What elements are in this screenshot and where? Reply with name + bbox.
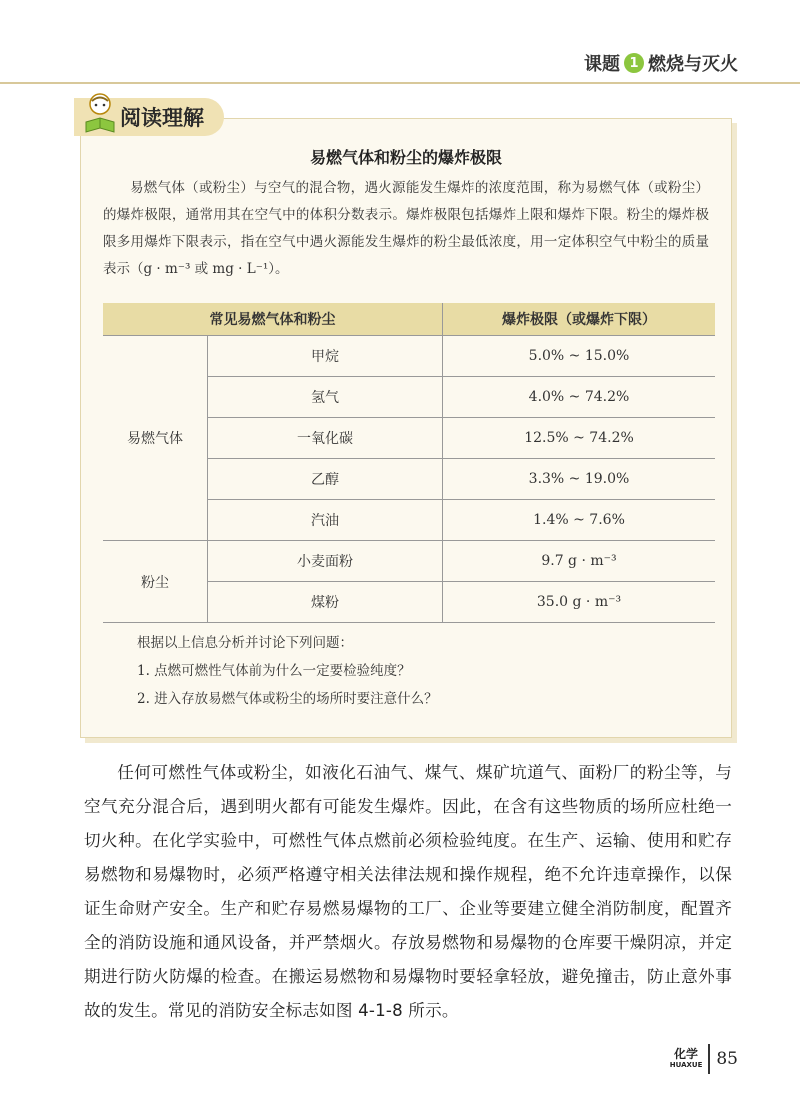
reading-box	[80, 118, 732, 738]
table-substance-cell: 小麦面粉	[208, 541, 443, 582]
chapter-header	[584, 50, 738, 76]
reading-box-title: 易燃气体和粉尘的爆炸极限	[309, 148, 502, 167]
subject-mark	[670, 1048, 703, 1070]
subject-pinyin: HUAXUE	[669, 1061, 703, 1069]
table-substance-cell: 甲烷	[208, 336, 443, 377]
table-limit-cell: 1.4% ~ 7.6%	[443, 500, 716, 541]
table-header-row	[103, 303, 715, 336]
question-item: 2. 进入存放易燃气体或粉尘的场所时要注意什么？	[137, 691, 438, 707]
table-substance-cell: 汽油	[208, 500, 443, 541]
section-badge	[74, 98, 224, 136]
table-category-cell: 易燃气体	[103, 336, 208, 541]
reading-box-paragraph: 易燃气体（或粉尘）与空气的混合物，遇火源能发生爆炸的浓度范围，称为易燃气体（或粉尘）的爆炸极限，通常用其在空气中的体积分数表示。爆炸极限包括爆炸上限和爆炸下限。粉尘的爆炸极限多用爆炸下限表示，指在空气中遇火源能发生爆炸的粉尘最低浓度，用一定体积空气中粉尘的质量表示（g · m⁻³ 或 mg · L⁻¹）。	[103, 180, 709, 277]
chapter-number-badge: 1	[624, 53, 644, 73]
table-substance-cell: 煤粉	[208, 582, 443, 623]
chapter-prefix: 课题	[584, 54, 620, 75]
table-row	[103, 336, 715, 377]
chapter-title: 燃烧与灭火	[648, 54, 738, 75]
questions-lead: 根据以上信息分析并讨论下列问题：	[137, 635, 353, 651]
table-category-cell: 粉尘	[103, 541, 208, 623]
table-row	[103, 541, 715, 582]
body-paragraph: 任何可燃性气体或粉尘，如液化石油气、煤气、煤矿坑道气、面粉厂的粉尘等，与空气充分混合后，遇到明火都有可能发生爆炸。因此，在含有这些物质的场所应杜绝一切火种。在化学实验中，可燃性气体点燃前必须检验纯度。在生产、运输、使用和贮存易燃物和易爆物时，必须严格遵守相关法律法规和操作规程，绝不允许违章操作，以保证生命财产安全。生产和贮存易燃易爆物的工厂、企业等要建立健全消防制度，配置齐全的消防设施和通风设备，并严禁烟火。存放易燃物和易爆物的仓库要干燥阴凉，并定期进行防火防爆的检查。在搬运易燃物和易爆物时要轻拿轻放，避免撞击，防止意外事故的发生。常见的消防安全标志如图 4-1-8 所示。	[84, 763, 732, 1020]
page-footer	[670, 1044, 738, 1074]
section-badge-label: 阅读理解	[120, 106, 204, 130]
table-substance-cell: 乙醇	[208, 459, 443, 500]
table-limit-cell: 3.3% ~ 19.0%	[443, 459, 716, 500]
table-substance-cell: 一氧化碳	[208, 418, 443, 459]
explosion-limits-table	[103, 303, 715, 623]
table-limit-cell: 35.0 g · m⁻³	[443, 582, 716, 623]
table-limit-cell: 5.0% ~ 15.0%	[443, 336, 716, 377]
table-limit-cell: 4.0% ~ 74.2%	[443, 377, 716, 418]
page-number: 85	[716, 1049, 738, 1069]
table-limit-cell: 12.5% ~ 74.2%	[443, 418, 716, 459]
header-divider	[0, 82, 800, 84]
question-item: 1. 点燃可燃性气体前为什么一定要检验纯度？	[137, 663, 411, 679]
table-header-limit: 爆炸极限（或爆炸下限）	[443, 303, 716, 336]
reading-person-icon	[82, 92, 118, 136]
table-substance-cell: 氢气	[208, 377, 443, 418]
table-header-substance: 常见易燃气体和粉尘	[103, 303, 443, 336]
table-limit-cell: 9.7 g · m⁻³	[443, 541, 716, 582]
subject-name: 化学	[674, 1047, 699, 1061]
footer-divider	[708, 1044, 710, 1074]
